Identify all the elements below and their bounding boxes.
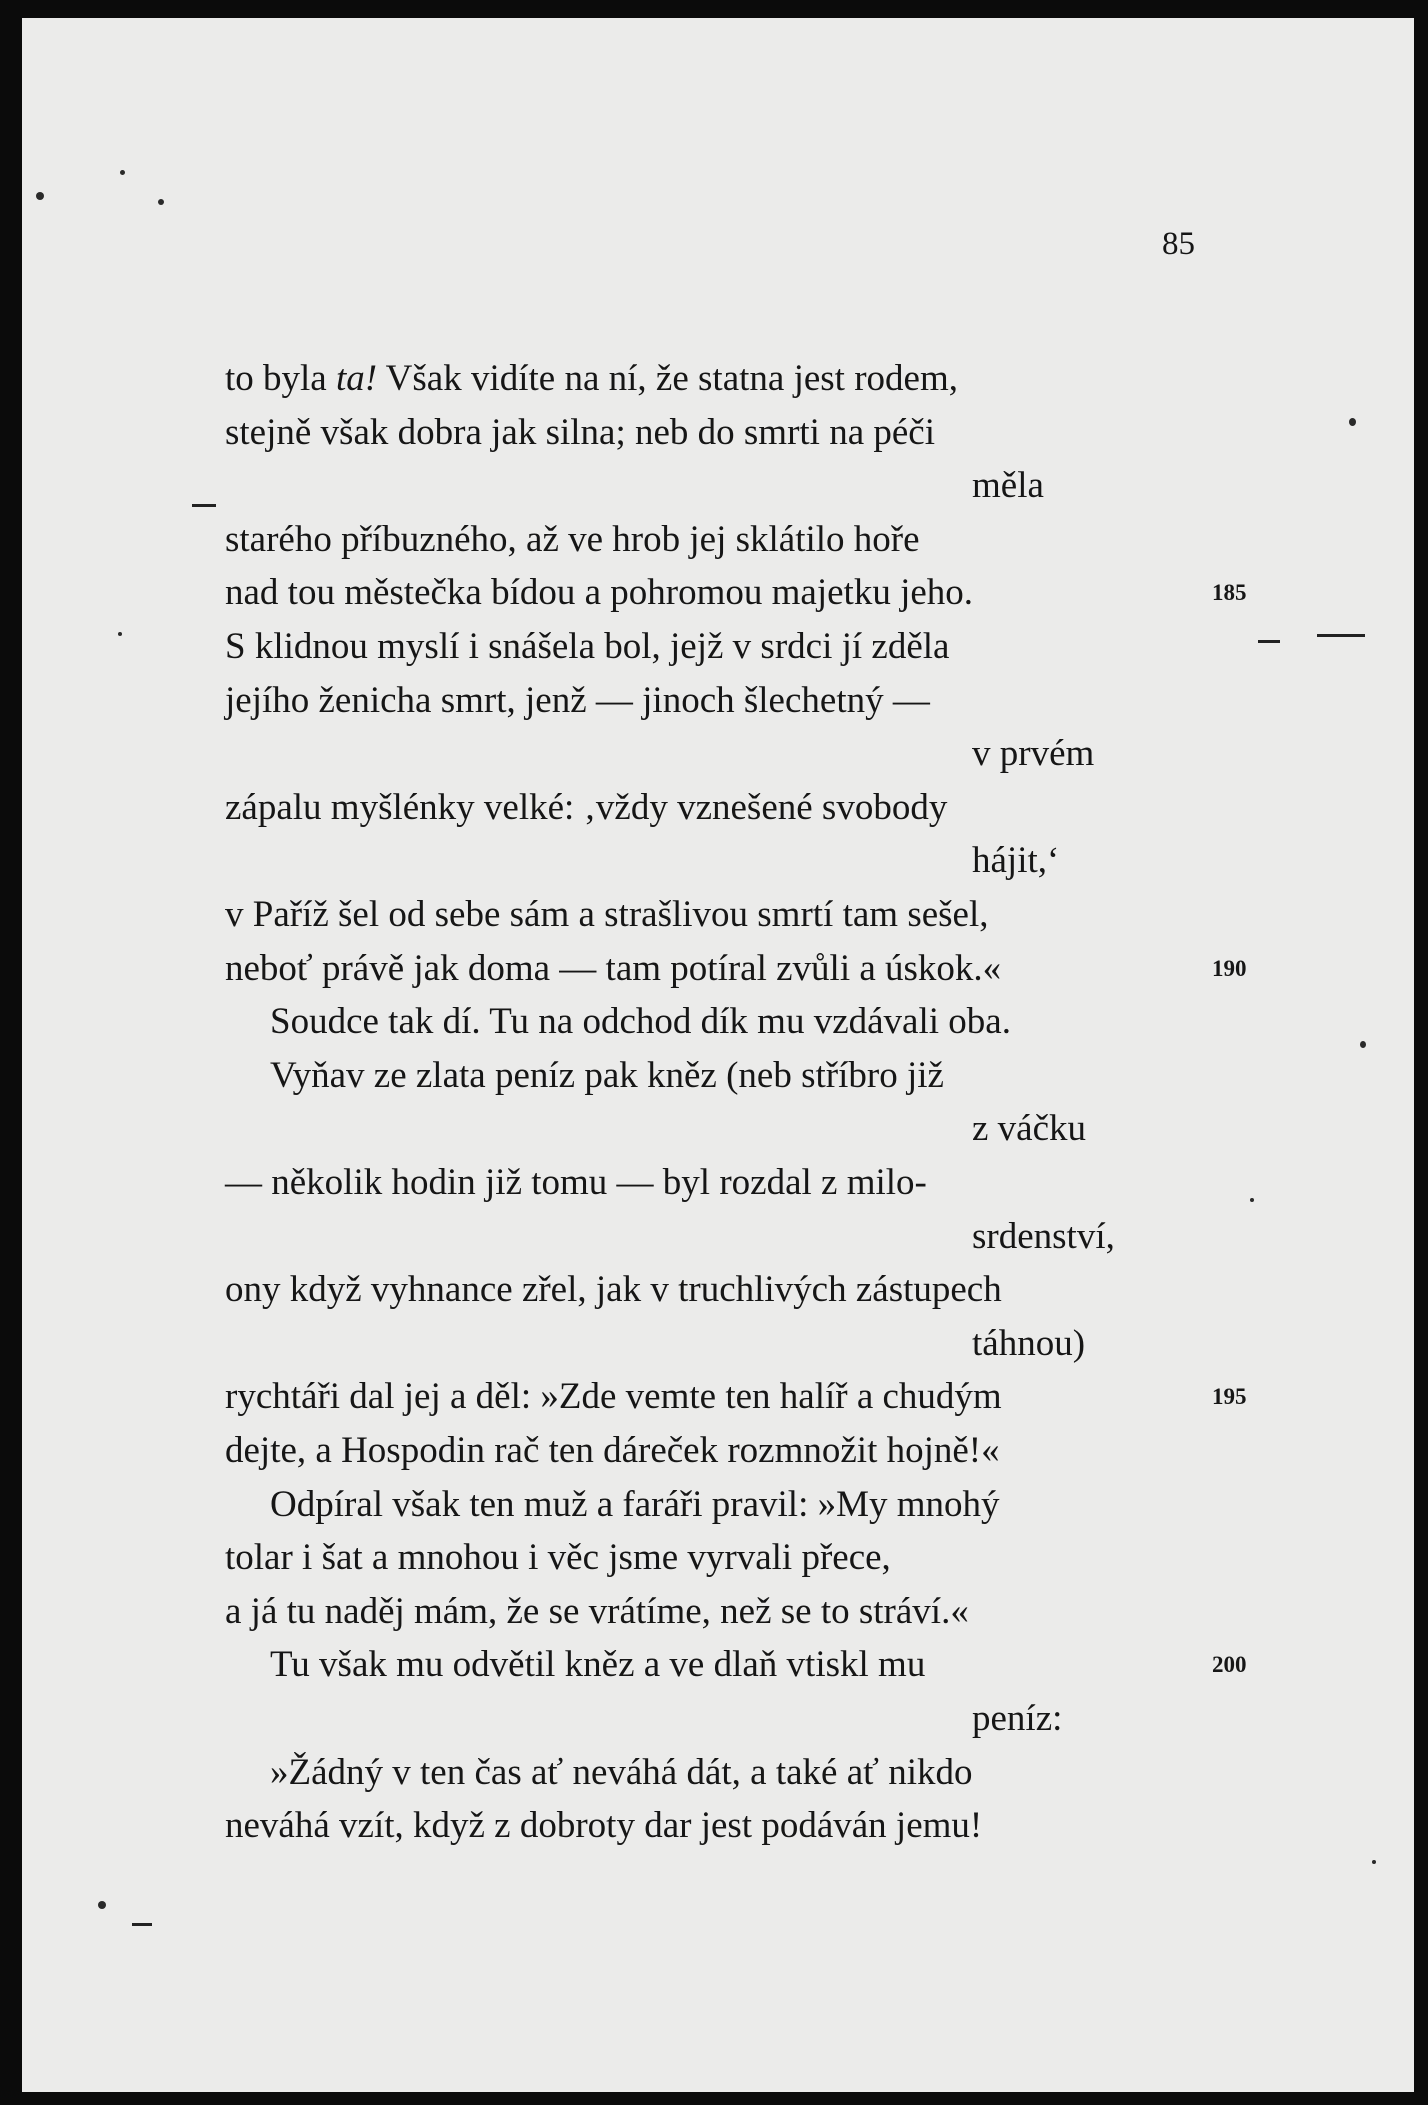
verse-continuation: hájit,‘ bbox=[972, 840, 1060, 882]
verse-continuation: peníz: bbox=[972, 1698, 1063, 1739]
scan-speck bbox=[1372, 1860, 1376, 1864]
verse-line: dejte, a Hospodin rač ten dáreček rozmnožit hojně!« bbox=[225, 1430, 1000, 1471]
verse-line: neváhá vzít, když z dobroty dar jest podáván jemu! bbox=[225, 1805, 983, 1847]
verse-line: »Žádný v ten čas ať neváhá dát, a také ať nikdo bbox=[270, 1751, 973, 1793]
line-number: 195 bbox=[1212, 1384, 1247, 1410]
verse-line: jejího ženicha smrt, jenž — jinoch šlechetný — bbox=[225, 679, 930, 721]
margin-mark bbox=[1258, 640, 1280, 643]
verse-line: S klidnou myslí i snášela bol, jejž v srdci jí zděla bbox=[225, 626, 950, 667]
verse-line: Tu však mu odvětil kněz a ve dlaň vtiskl mu bbox=[270, 1644, 926, 1686]
verse-continuation: táhnou) bbox=[972, 1322, 1086, 1364]
scan-speck bbox=[98, 1901, 106, 1909]
verse-continuation: měla bbox=[972, 465, 1044, 507]
page-number: 85 bbox=[1162, 226, 1195, 262]
line-number: 190 bbox=[1212, 955, 1247, 981]
scan-speck bbox=[1360, 1041, 1366, 1048]
scan-speck bbox=[1250, 1198, 1254, 1202]
verse-line: Odpíral však ten muž a faráři pravil: »My mnohý bbox=[270, 1483, 1000, 1525]
verse-line: v Paříž šel od sebe sám a strašlivou smrtí tam sešel, bbox=[225, 894, 989, 935]
margin-mark bbox=[132, 1923, 152, 1926]
verse-continuation: srdenství, bbox=[972, 1215, 1115, 1257]
scan-speck bbox=[158, 199, 164, 205]
verse-line: starého příbuzného, až ve hrob jej sklátilo hoře bbox=[225, 518, 920, 560]
scan-speck bbox=[120, 170, 125, 175]
verse-line: to byla ta! Však vidíte na ní, že statna jest rodem, bbox=[225, 358, 958, 399]
line-number: 200 bbox=[1212, 1652, 1247, 1678]
verse-line: zápalu myšlénky velké: ‚vždy vznešené svobody bbox=[225, 786, 948, 828]
verse-line: tolar i šat a mnohou i věc jsme vyrvali přece, bbox=[225, 1537, 891, 1579]
verse-line: Vyňav ze zlata peníz pak kněz (neb stříbro již bbox=[270, 1054, 944, 1096]
verse-line: Soudce tak dí. Tu na odchod dík mu vzdávali oba. bbox=[270, 1001, 1011, 1043]
verse-line: nad tou městečka bídou a pohromou majetku jeho. bbox=[225, 572, 974, 614]
verse-line: — několik hodin již tomu — byl rozdal z milo- bbox=[225, 1162, 927, 1203]
scan-speck bbox=[36, 192, 44, 200]
verse-continuation: v prvém bbox=[972, 733, 1095, 775]
verse-continuation: z váčku bbox=[972, 1108, 1087, 1150]
verse-line: stejně však dobra jak silna; neb do smrti na péči bbox=[225, 411, 936, 453]
margin-mark bbox=[1317, 634, 1365, 637]
book-page bbox=[22, 18, 1414, 2092]
margin-mark bbox=[192, 504, 216, 507]
verse-line: a já tu naděj mám, že se vrátíme, než se to stráví.« bbox=[225, 1590, 969, 1632]
scan-speck bbox=[118, 632, 122, 636]
verse-line: ony když vyhnance zřel, jak v truchlivých zástupech bbox=[225, 1269, 1002, 1311]
verse-line: rychtáři dal jej a děl: »Zde vemte ten halíř a chudým bbox=[225, 1376, 1002, 1418]
verse-line: neboť právě jak doma — tam potíral zvůli a úskok.« bbox=[225, 947, 1002, 989]
line-number: 185 bbox=[1212, 580, 1247, 606]
scan-speck bbox=[1349, 418, 1356, 426]
